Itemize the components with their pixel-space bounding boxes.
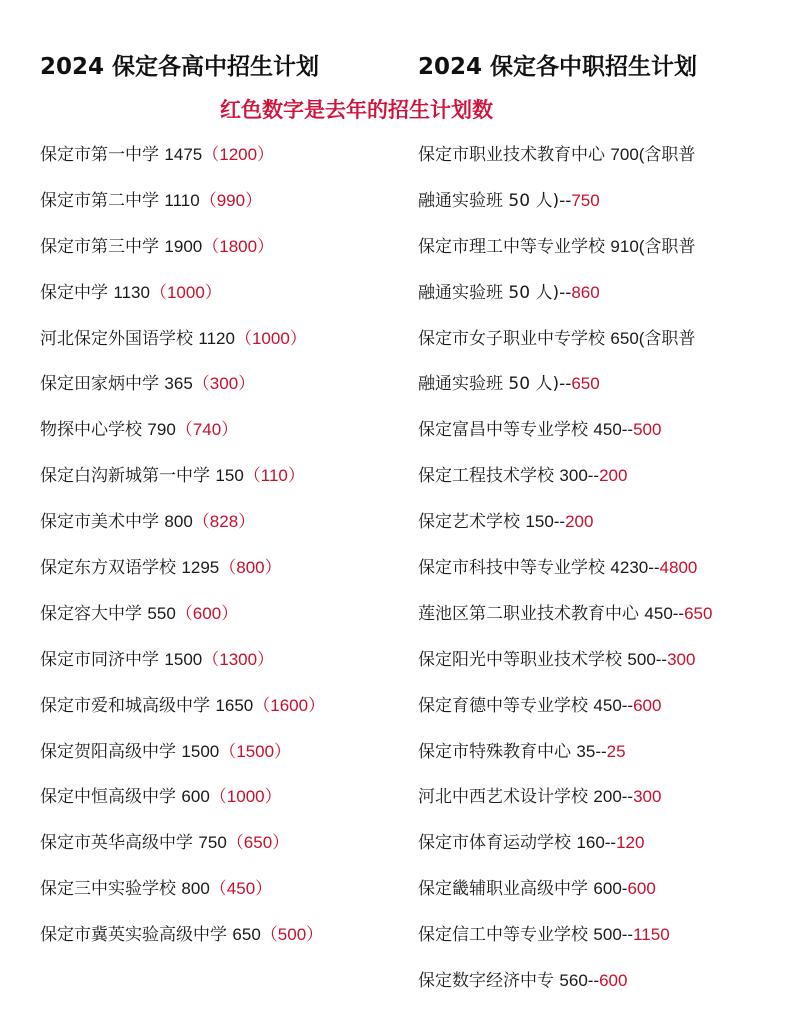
last-year-plan-value: （300）	[192, 374, 256, 394]
high-school-row	[40, 597, 412, 643]
school-name: 保定信工中等专业学校	[418, 925, 594, 946]
plan-2024-value: 800	[181, 879, 210, 899]
high-school-row	[40, 872, 412, 918]
last-year-plan-value: 750	[571, 190, 600, 210]
last-year-plan-value: 300	[667, 649, 696, 669]
last-year-plan-value: （500）	[260, 925, 324, 945]
plan-2024-value: 150	[215, 466, 244, 486]
plan-2024-value: 650(含职普	[610, 328, 696, 348]
last-year-plan-value: （828）	[192, 512, 256, 532]
plan-2024-value: 1900	[164, 236, 203, 256]
school-name: 保定市职业技术教育中心	[418, 145, 611, 165]
high-school-row	[40, 689, 412, 735]
vocational-school-row	[418, 551, 790, 597]
school-name: 保定中恒高级中学	[40, 787, 182, 808]
last-year-plan-value: 25	[606, 741, 626, 761]
high-school-row	[40, 735, 412, 781]
plan-2024-value: 600	[181, 787, 210, 807]
plan-2024-value: 450--	[593, 420, 634, 440]
school-name: 保定容大中学	[40, 603, 148, 624]
plan-2024-value: 800	[164, 512, 193, 532]
high-school-row	[40, 184, 412, 230]
high-school-plan-title: 2024 保定各高中招生计划	[40, 54, 320, 80]
plan-2024-value: 600-	[593, 879, 628, 899]
vocational-school-row	[418, 505, 790, 551]
plan-2024-value: 450--	[644, 603, 685, 623]
vocational-school-row	[418, 230, 790, 276]
plan-2024-value: 150--	[525, 512, 566, 532]
plan-2024-value: 1650	[215, 695, 254, 715]
plan-2024-value: 1475	[164, 145, 203, 164]
vocational-school-row	[418, 780, 790, 826]
last-year-plan-value: （740）	[175, 420, 239, 440]
school-name: 保定畿辅职业高级中学	[418, 879, 594, 900]
high-school-row	[40, 459, 412, 505]
plan-2024-value: 1110	[164, 190, 200, 210]
vocational-school-list	[418, 138, 790, 1010]
last-year-plan-value: （1200）	[202, 145, 275, 164]
plan-2024-value: 1120	[198, 328, 235, 348]
plan-2024-value: 910(含职普	[610, 236, 696, 256]
school-name: 保定市特殊教育中心	[418, 741, 577, 762]
last-year-plan-value: 500	[633, 420, 662, 440]
high-school-row	[40, 780, 412, 826]
school-name: 物探中心学校	[40, 420, 148, 441]
school-name: 融通实验班 50 人)--	[418, 374, 572, 395]
high-school-row	[40, 413, 412, 459]
vocational-school-row	[418, 367, 790, 413]
school-name: 保定市理工中等专业学校	[418, 236, 611, 257]
school-name: 保定阳光中等职业技术学校	[418, 649, 628, 670]
school-name: 融通实验班 50 人)--	[418, 190, 572, 211]
high-school-row	[40, 505, 412, 551]
last-year-plan-value: 200	[599, 466, 628, 486]
last-year-plan-value: 200	[565, 512, 594, 532]
school-name: 保定中学	[40, 282, 114, 303]
last-year-plan-value: 1150	[633, 925, 670, 945]
school-name: 保定市第三中学	[40, 236, 165, 257]
high-school-list	[40, 138, 412, 964]
last-year-plan-value: （1300）	[202, 649, 275, 669]
plan-2024-value: 650	[232, 925, 261, 945]
plan-2024-value: 4230--	[610, 558, 660, 578]
school-name: 保定田家炳中学	[40, 374, 165, 395]
plan-2024-value: 160--	[576, 833, 617, 853]
vocational-school-row	[418, 964, 790, 1010]
last-year-plan-value: 300	[633, 787, 662, 807]
last-year-plan-value: （1000）	[234, 328, 307, 348]
school-name: 保定市同济中学	[40, 649, 165, 670]
last-year-plan-value: （110）	[243, 466, 305, 486]
last-year-plan-value: 650	[684, 603, 713, 623]
plan-2024-value: 700(含职普	[610, 145, 696, 164]
school-name: 河北中西艺术设计学校	[418, 787, 594, 808]
plan-2024-value: 1500	[181, 741, 220, 761]
high-school-row	[40, 230, 412, 276]
last-year-plan-value: （450）	[209, 879, 273, 899]
plan-2024-value: 1295	[181, 558, 220, 578]
vocational-school-row	[418, 276, 790, 322]
school-name: 保定市爱和城高级中学	[40, 695, 216, 716]
last-year-plan-value: （1600）	[253, 695, 326, 715]
vocational-school-plan-title: 2024 保定各中职招生计划	[418, 54, 698, 80]
last-year-plan-value: （1500）	[219, 741, 292, 761]
plan-2024-value: 35--	[576, 741, 607, 761]
red-number-note: 红色数字是去年的招生计划数	[220, 98, 493, 122]
vocational-school-row	[418, 826, 790, 872]
plan-2024-value: 500--	[627, 649, 668, 669]
vocational-school-row	[418, 689, 790, 735]
high-school-row	[40, 276, 412, 322]
school-name: 保定市冀英实验高级中学	[40, 925, 233, 946]
school-name: 保定工程技术学校	[418, 466, 560, 487]
school-name: 保定市女子职业中专学校	[418, 328, 611, 349]
high-school-row	[40, 322, 412, 368]
high-school-row	[40, 367, 412, 413]
vocational-school-row	[418, 872, 790, 918]
vocational-school-row	[418, 735, 790, 781]
school-name: 保定市美术中学	[40, 512, 165, 533]
plan-2024-value: 1130	[113, 282, 150, 302]
plan-2024-value: 790	[147, 420, 176, 440]
last-year-plan-value: （1800）	[202, 236, 275, 256]
school-name: 融通实验班 50 人)--	[418, 282, 572, 303]
plan-2024-value: 750	[198, 833, 227, 853]
plan-2024-value: 365	[164, 374, 193, 394]
last-year-plan-value: （600）	[175, 603, 239, 623]
plan-2024-value: 1500	[164, 649, 203, 669]
school-name: 保定艺术学校	[418, 512, 526, 533]
plan-2024-value: 560--	[559, 971, 600, 991]
school-name: 保定数字经济中专	[418, 971, 560, 992]
vocational-school-row	[418, 918, 790, 964]
plan-2024-value: 450--	[593, 695, 634, 715]
school-name: 保定市体育运动学校	[418, 833, 577, 854]
school-name: 保定市英华高级中学	[40, 833, 199, 854]
school-name: 保定白沟新城第一中学	[40, 466, 216, 487]
high-school-row	[40, 551, 412, 597]
school-name: 保定育德中等专业学校	[418, 695, 594, 716]
last-year-plan-value: 600	[599, 971, 628, 991]
school-name: 保定市第一中学	[40, 145, 165, 165]
last-year-plan-value: （1000）	[209, 787, 282, 807]
last-year-plan-value: （1000）	[149, 282, 222, 302]
last-year-plan-value: （650）	[226, 833, 290, 853]
school-name: 保定市科技中等专业学校	[418, 558, 611, 579]
high-school-row	[40, 138, 412, 184]
high-school-row	[40, 826, 412, 872]
last-year-plan-value: 600	[627, 879, 656, 899]
school-name: 保定市第二中学	[40, 190, 165, 211]
school-name: 河北保定外国语学校	[40, 328, 199, 349]
last-year-plan-value: 600	[633, 695, 662, 715]
last-year-plan-value: 4800	[659, 558, 698, 578]
high-school-row	[40, 918, 412, 964]
high-school-row	[40, 643, 412, 689]
school-name: 保定三中实验学校	[40, 879, 182, 900]
plan-2024-value: 200--	[593, 787, 634, 807]
school-name: 莲池区第二职业技术教育中心	[418, 603, 645, 624]
last-year-plan-value: 120	[616, 833, 645, 853]
plan-2024-value: 550	[147, 603, 176, 623]
vocational-school-row	[418, 184, 790, 230]
last-year-plan-value: （990）	[199, 190, 263, 210]
last-year-plan-value: （800）	[219, 558, 282, 578]
vocational-school-row	[418, 459, 790, 505]
vocational-school-row	[418, 413, 790, 459]
school-name: 保定贺阳高级中学	[40, 741, 182, 762]
last-year-plan-value: 650	[571, 374, 600, 394]
school-name: 保定东方双语学校	[40, 558, 182, 579]
vocational-school-row	[418, 597, 790, 643]
plan-2024-value: 300--	[559, 466, 600, 486]
vocational-school-row	[418, 322, 790, 368]
school-name: 保定富昌中等专业学校	[418, 420, 594, 441]
plan-2024-value: 500--	[593, 925, 634, 945]
vocational-school-row	[418, 138, 790, 184]
vocational-school-row	[418, 643, 790, 689]
last-year-plan-value: 860	[571, 282, 600, 302]
